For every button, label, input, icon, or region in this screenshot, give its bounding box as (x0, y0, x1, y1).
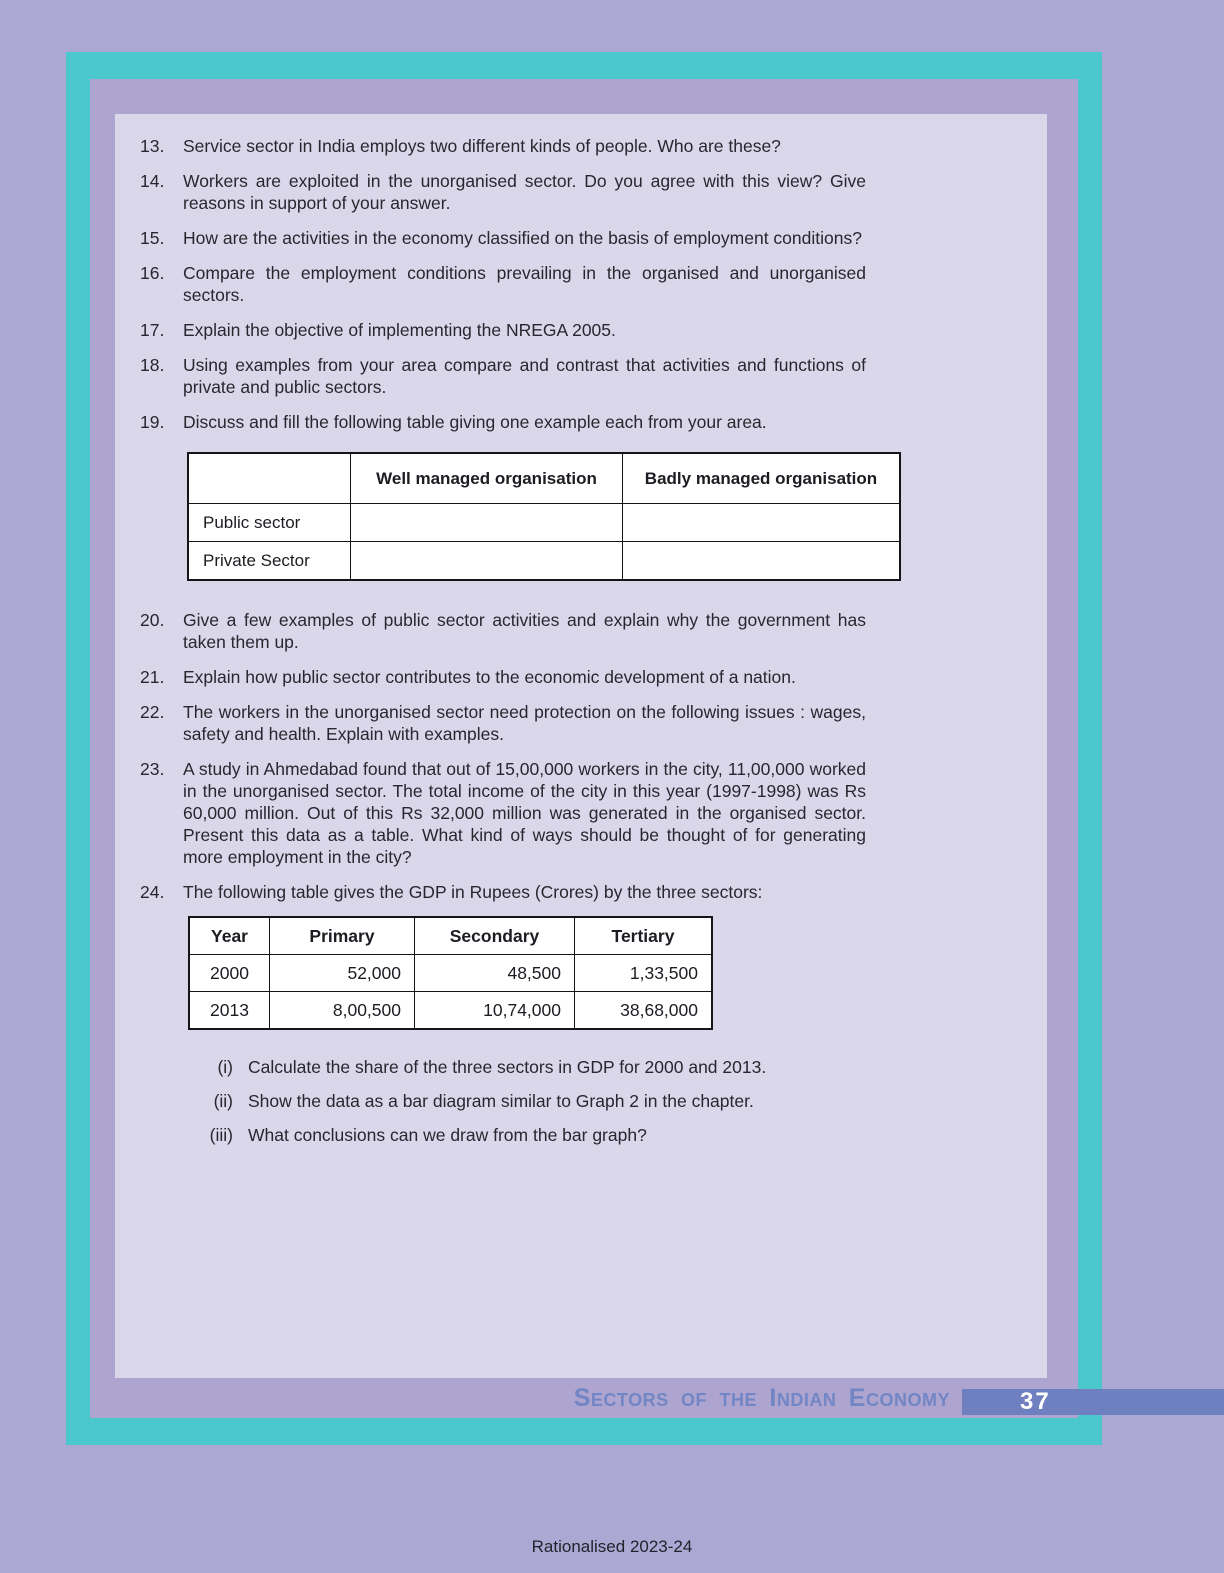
question-text: A study in Ahmedabad found that out of 15,00,000 workers in the city, 11,00,000 worked in the unorganised sector. The total income of the city in this year (1997-1998) was Rs 60,000 million. Out of this Rs 32,000 million was generated in the organised sector. Present this data as a table. What kind of ways should be thought of for generating more employment in the city? (183, 759, 866, 867)
question-text: Give a few examples of public sector activities and explain why the government has taken them up. (183, 610, 866, 652)
table-header-cell (188, 453, 351, 504)
table-header-row (188, 453, 900, 504)
question-number: 16. (140, 263, 165, 283)
question-number: 20. (140, 610, 165, 630)
value-cell: 10,74,000 (415, 992, 575, 1030)
question-number: 13. (140, 136, 165, 156)
question-23 (115, 758, 1047, 868)
question-text: Explain the objective of implementing the NREGA 2005. (183, 320, 616, 340)
question-number: 18. (140, 355, 165, 375)
question-number: 21. (140, 667, 165, 687)
question-number: 23. (140, 759, 165, 779)
organisation-fill-table (187, 452, 901, 581)
question-16 (115, 262, 1047, 306)
table-header-cell: Well managed organisation (351, 453, 623, 504)
question-21 (115, 666, 1047, 688)
table-row (188, 504, 900, 542)
subquestion-list (115, 1056, 1047, 1146)
subquestion-number: (iii) (209, 1125, 233, 1145)
table-header-cell: Year (189, 917, 270, 955)
question-number: 14. (140, 171, 165, 191)
empty-cell (623, 542, 901, 581)
value-cell: 1,33,500 (575, 955, 713, 992)
empty-cell (351, 542, 623, 581)
year-cell: 2000 (189, 955, 270, 992)
table-header-cell: Badly managed organisation (623, 453, 901, 504)
empty-cell (623, 504, 901, 542)
table-row (188, 542, 900, 581)
question-text: How are the activities in the economy classified on the basis of employment conditions? (183, 228, 862, 248)
table-row (189, 955, 712, 992)
question-number: 19. (140, 412, 165, 432)
question-text: Using examples from your area compare and contrast that activities and functions of private and public sectors. (183, 355, 866, 397)
question-text: Explain how public sector contributes to the economic development of a nation. (183, 667, 796, 687)
page-number: 37 (1020, 1388, 1051, 1415)
subquestion-text: Show the data as a bar diagram similar to Graph 2 in the chapter. (248, 1091, 754, 1111)
question-number: 22. (140, 702, 165, 722)
value-cell: 48,500 (415, 955, 575, 992)
question-number: 24. (140, 882, 165, 902)
question-text: Discuss and fill the following table giving one example each from your area. (183, 412, 767, 432)
question-17 (115, 319, 1047, 341)
year-cell: 2013 (189, 992, 270, 1030)
table-header-cell: Primary (270, 917, 415, 955)
question-text: The following table gives the GDP in Rupees (Crores) by the three sectors: (183, 882, 763, 902)
subquestion-iii (115, 1124, 1047, 1146)
table-row (189, 992, 712, 1030)
question-number: 17. (140, 320, 165, 340)
question-15 (115, 227, 1047, 249)
table-header-cell: Secondary (415, 917, 575, 955)
question-18 (115, 354, 1047, 398)
question-13 (115, 135, 1047, 157)
row-label: Public sector (188, 504, 351, 542)
exercise-content-panel (115, 114, 1047, 1378)
question-number: 15. (140, 228, 165, 248)
value-cell: 8,00,500 (270, 992, 415, 1030)
table-header-row (189, 917, 712, 955)
chapter-title-footer: Sectors of the Indian Economy (573, 1384, 950, 1412)
subquestion-text: Calculate the share of the three sectors in GDP for 2000 and 2013. (248, 1057, 767, 1077)
question-text: The workers in the unorganised sector need protection on the following issues : wages, safety and health. Explain with examples. (183, 702, 866, 744)
question-24 (115, 881, 1047, 903)
question-text: Workers are exploited in the unorganised sector. Do you agree with this view? Give reasons in support of your answer. (183, 171, 866, 213)
subquestion-number: (i) (217, 1057, 233, 1077)
question-14 (115, 170, 1047, 214)
row-label: Private Sector (188, 542, 351, 581)
subquestion-text: What conclusions can we draw from the bar graph? (248, 1125, 647, 1145)
rationalised-note: Rationalised 2023-24 (531, 1537, 693, 1556)
subquestion-ii (115, 1090, 1047, 1112)
subquestion-i (115, 1056, 1047, 1078)
question-22 (115, 701, 1047, 745)
question-text: Compare the employment conditions prevailing in the organised and unorganised sectors. (183, 263, 866, 305)
table-header-cell: Tertiary (575, 917, 713, 955)
question-text: Service sector in India employs two different kinds of people. Who are these? (183, 136, 781, 156)
subquestion-number: (ii) (213, 1091, 233, 1111)
question-20 (115, 609, 1047, 653)
value-cell: 52,000 (270, 955, 415, 992)
value-cell: 38,68,000 (575, 992, 713, 1030)
empty-cell (351, 504, 623, 542)
gdp-sectors-table (188, 916, 713, 1030)
question-19 (115, 411, 1047, 433)
page-number-bar (962, 1389, 1224, 1415)
